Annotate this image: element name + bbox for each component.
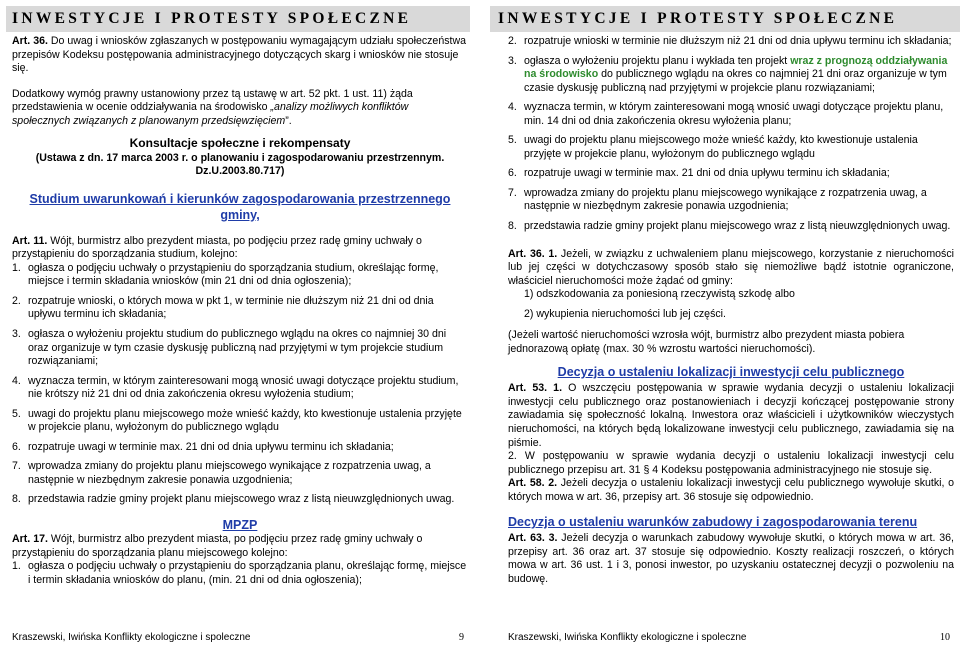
art11-list (12, 262, 468, 507)
item-number: 5. (508, 134, 517, 147)
item3-text-b: do publicznego wglądu na okres co najmniej 21 dni oraz organizuje w tym czasie dyskusję publiczną nad przyjętymi w projekcie planu rozwiązaniami; (524, 68, 947, 94)
list-item (508, 35, 954, 49)
art633-label: Art. 63. 3. (508, 532, 558, 545)
item-number: 2. (12, 294, 21, 307)
art531-paragraph (508, 382, 954, 450)
art633-text: Jeżeli decyzja o warunkach zabudowy wywołuje skutki, o których mowa w art. 36, przepisy art. 36 oraz art. 37 stosuje się odpowiednio. Koszty realizacji roszczeń, o których mowa w art. 36 ust. 1 i 3, ponosi inwestor, po uzyskaniu ostatecznej decyzji o pozwoleniu na budowę. (508, 532, 954, 585)
left-content (12, 35, 468, 593)
item-number: 4. (12, 374, 21, 387)
item-number: 8. (12, 493, 21, 506)
item-text: przedstawia radzie gminy projekt planu miejscowego wraz z listą nieuwzględnionych uwag. (524, 220, 951, 233)
header-title: INWESTYCJE I PROTESTY SPOŁECZNE (12, 10, 412, 27)
art36-text: Do uwag i wniosków zgłaszanych w postępowaniu wymagającym udziału społeczeństwa przepisów Kodeksu postępowania administracyjnego dotyczących skarg i wniosków nie stosuje się. (12, 35, 467, 75)
art17-text: Wójt, burmistrz albo prezydent miasta, po podjęciu przez radę gminy uchwały o przystąpieniu do sporządzania planu miejscowego kolejno: (12, 533, 423, 559)
list-item (12, 328, 468, 369)
section-title: Konsultacje społeczne i rekompensaty (129, 136, 351, 151)
item-number: 8. (508, 220, 517, 233)
item-text: wyznacza termin, w którym zainteresowani mogą wnosić uwagi dotyczące projektu studium, nie krótszy niż 21 dni od dnia zakończenia okresu wyłożenia studium; (28, 374, 459, 401)
list-item (508, 187, 954, 214)
page-header (490, 6, 960, 32)
study-title: Studium uwarunkowań i kierunków zagospodarowania przestrzennego gminy, (29, 191, 451, 222)
art361-text: Jeżeli, w związku z uchwaleniem planu miejscowego, korzystanie z nieruchomości lub jej części w dotychczasowy sposób stało się niemożliwe bądź istotnie ograniczone, właściciel nieruchomości może żądać od gminy: (508, 247, 954, 287)
item-number: 3. (508, 54, 517, 67)
item-text: ogłasza o wyłożeniu projektu studium do publicznego wglądu na okres co najmniej 30 dni oraz organizuje w tym czasie dyskusję publiczną nad przyjętymi w tym projekcie studium rozwiązaniami; (28, 328, 447, 368)
art582-label: Art. 58. 2. (508, 477, 558, 490)
mpzp-title: MPZP (222, 518, 258, 533)
list-item (508, 55, 954, 96)
art532-paragraph: 2. W postępowaniu w sprawie wydania decyzji o ustaleniu lokalizacji inwestycji celu publicznego przepisu art. 31 § 4 Kodeksu postępowania administracyjnego nie stosuje się. (508, 450, 954, 476)
item-number: 5. (12, 407, 21, 420)
left-page (0, 0, 470, 646)
item-text: uwagi do projektu planu miejscowego może wnieść każdy, kto kwestionuje ustalenia przyjęte w projekcie planu, wyłożonym do publicznego wglądu (28, 407, 462, 434)
decision-building-title: Decyzja o ustaleniu warunków zabudowy i zagospodarowania terenu (508, 515, 918, 530)
extra-text-c: ”. (285, 114, 292, 127)
right-page (490, 0, 960, 646)
list-item (12, 460, 468, 487)
extra-requirement (12, 88, 468, 129)
list-item (12, 493, 468, 507)
item-text: uwagi do projektu planu miejscowego może wnieść każdy, kto kwestionuje ustalenia przyjęte w projekcie planu, wyłożonym do publicznego wglądu (524, 134, 918, 160)
list-item (12, 375, 468, 402)
page-footer (508, 632, 954, 645)
page-number: 9 (459, 632, 464, 643)
item3-text-a: ogłasza o wyłożeniu projektu planu i wykłada ten projekt (524, 54, 788, 67)
extra-text-a: Dodatkowy wymóg prawny ustanowiony przez tą ustawę w art. 52 pkt. 1 ust. 11) żąda przedstawienia w ocenie oddziaływania na środowisko (12, 87, 413, 114)
item-text: wprowadza zmiany do projektu planu miejscowego wynikające z rozpatrzenia uwag, a następnie w niezbędnym zakresie ponawia uzgodnienia; (524, 186, 927, 213)
item-number: 7. (508, 186, 517, 199)
list-item (508, 167, 954, 181)
extra-text-italic: „analizy możliwych konfliktów społecznych związanych z planowanym przedsięwzięciem (12, 101, 409, 127)
art11-paragraph (12, 235, 468, 262)
header-title: INWESTYCJE I PROTESTY SPOŁECZNE (498, 10, 898, 27)
item-number: 7. (12, 460, 21, 473)
list-item (12, 408, 468, 435)
art582-paragraph (508, 477, 954, 504)
item-text: rozpatruje wnioski w terminie nie dłuższym niż 21 dni od dnia upływu terminu ich składania; (524, 35, 952, 47)
art36-label: Art. 36. (12, 35, 48, 47)
item-text: rozpatruje uwagi w terminie max. 21 dni od dnia upływu terminu ich składania; (28, 440, 394, 453)
art531-text: O wszczęciu postępowania w sprawie wydania decyzji o ustaleniu lokalizacji inwestycji celu publicznego oraz postanowieniach i decyzji kończącej postępowanie strony zawiadamia się społeczność lokalną. Inwestora oraz właścicieli i użytkowników wieczystych nieruchomości, na których będą lokalizowane inwestycji celu publicznego, zawiadamia się na piśmie. (508, 382, 954, 449)
item-number: 6. (12, 440, 21, 453)
item-number: 3. (12, 328, 21, 341)
item-text: rozpatruje wnioski, o których mowa w pkt 1, w terminie nie dłuższym niż 21 dni od dnia upływu terminu ich składania; (28, 294, 434, 321)
page-number: 10 (940, 632, 950, 643)
list-item (508, 101, 954, 128)
item-text: ogłasza o podjęciu uchwały o przystąpieniu do sporządzania planu, określając formę, miejsce i termin składania wniosków do planu, (min. 21 dni od dnia ogłoszenia); (28, 560, 467, 586)
art361-point2: 2) wykupienia nieruchomości lub jej części. (524, 307, 726, 320)
list-item (508, 220, 954, 234)
list-item (508, 134, 954, 161)
art11-text: Wójt, burmistrz albo prezydent miasta, po podjęciu przez radę gminy uchwały o przystąpieniu do sporządzania studium, kolejno: (12, 234, 422, 261)
art36-paragraph (12, 35, 468, 76)
art633-paragraph (508, 532, 954, 586)
right-content (508, 35, 954, 595)
list-item (12, 262, 468, 289)
page-header (6, 6, 470, 32)
list-item (12, 295, 468, 322)
art17-paragraph (12, 533, 468, 560)
item3-highlight: wraz z prognozą oddziaływania na środowisko (524, 54, 948, 81)
art361-point1: 1) odszkodowania za poniesioną rzeczywistą szkodę albo (524, 288, 795, 301)
art11-label: Art. 11. (12, 234, 48, 247)
item-text: wyznacza termin, w którym zainteresowani mogą wnosić uwagi dotyczące projektu planu, min. 14 dni od dnia zakończenia okresu wyłożenia planu; (524, 101, 944, 127)
art531-label: Art. 53. 1. (508, 382, 563, 395)
item-number: 6. (508, 167, 517, 180)
art361-paragraph (508, 248, 954, 289)
footer-text: Kraszewski, Iwińska Konflikty ekologiczne i spoleczne (12, 632, 251, 643)
item-number: 1. (12, 560, 21, 573)
page-footer (12, 632, 468, 645)
item-text: wprowadza zmiany do projektu planu miejscowego wynikające z rozpatrzenia uwag, a następnie w niezbędnym zakresie ponawia uzgodnienia; (28, 460, 431, 486)
item-number: 4. (508, 101, 517, 114)
item-text: ogłasza o podjęciu uchwały o przystąpieniu do sporządzania studium, określając formę, miejsce i termin składania wniosków (min 21 dni od dnia ogłoszenia); (28, 261, 439, 288)
art582-text: Jeżeli decyzja o ustaleniu lokalizacji inwestycji celu publicznego wywołuje skutki, o których mowa w art. 36, przepisy art. 36 stosuje się odpowiednio. (508, 477, 954, 503)
item-text (524, 55, 954, 96)
list-item (12, 441, 468, 455)
item-text: przedstawia radzie gminy projekt planu miejscowego wraz z listą nieuwzględnionych uwag. (28, 493, 455, 506)
art361-note: (Jeżeli wartość nieruchomości wzrosła wójt, burmistrz albo prezydent miasta pobiera jednorazową opłatę (max. 30 % wzrostu wartości nieruchomości). (508, 329, 905, 355)
art17-label: Art. 17. (12, 533, 48, 546)
item-number: 2. (508, 35, 517, 47)
art361-label: Art. 36. 1. (508, 247, 558, 260)
list-item (12, 560, 468, 587)
item-number: 1. (12, 261, 21, 274)
decision-public-title: Decyzja o ustaleniu lokalizacji inwestycji celu publicznego (557, 365, 905, 380)
footer-text: Kraszewski, Iwińska Konflikty ekologiczne i spoleczne (508, 632, 747, 643)
section-subtitle: (Ustawa z dn. 17 marca 2003 r. o planowaniu i zagospodarowaniu przestrzennym. Dz.U.2003.80.717) (35, 151, 445, 178)
item-text: rozpatruje uwagi w terminie max. 21 dni od dnia upływu terminu ich składania; (524, 167, 890, 180)
